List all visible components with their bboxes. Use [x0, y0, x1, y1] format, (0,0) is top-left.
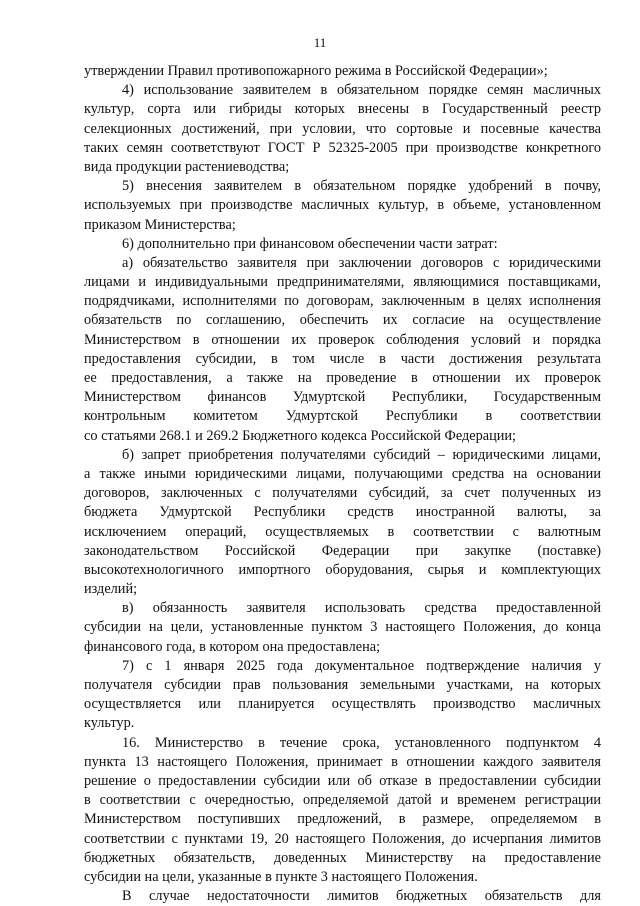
text-line: получателя субсидии прав пользования земельными участками, на которых: [84, 677, 601, 693]
text-line: Министерством в отношении их проверок соблюдения условий и порядка: [84, 331, 601, 348]
text-line: В случае недостаточности лимитов бюджетных обязательств для: [122, 888, 601, 905]
text-line: законодательством Российской Федерации при закупке (поставке): [84, 542, 601, 559]
text-line: б) запрет приобретения получателями субсидий – юридическими лицами,: [122, 446, 601, 463]
text-line: а также иными юридическими лицами, получающими средства на основании: [84, 465, 601, 482]
text-line: культур.: [84, 715, 135, 732]
text-line: исключением операций, осуществляемых в соответствии с валютным: [84, 523, 601, 540]
text-line: изделий;: [84, 581, 138, 598]
text-line: утверждении Правил противопожарного режима в Российской Федерации»;: [84, 63, 548, 79]
page-number: 11: [313, 35, 327, 50]
text-line: а) обязательство заявителя при заключении договоров с юридическими: [122, 254, 601, 271]
text-line: договоров, заключенных с получателями субсидий, за счет полученных из: [84, 485, 601, 502]
text-line: соответствии с пунктами 19, 20 настоящего Положения, до исчерпания лимитов: [84, 830, 601, 847]
text-line: пункта 13 настоящего Положения, принимает в отношении каждого заявителя: [84, 753, 601, 770]
text-line: обязательств по соглашению, обеспечить их согласие на осуществление: [84, 312, 601, 329]
text-line: 7) с 1 января 2025 года документальное подтверждение наличия у: [122, 657, 601, 674]
text-line: 16. Министерство в течение срока, установленного подпунктом 4: [122, 734, 601, 751]
text-line: культур, сорта или гибриды которых внесены в Государственный реестр: [84, 101, 601, 118]
text-line: решение о предоставлении субсидии или об отказе в предоставлении субсидии: [84, 772, 601, 789]
text-line: Министерством финансов Удмуртской Республики, Государственным: [84, 389, 601, 406]
text-line: Министерством поступивших предложений, в размере, определяемом в: [84, 811, 601, 828]
text-line: бюджетных обязательств, доведенных Министерству на предоставление: [84, 849, 601, 866]
text-line: финансового года, в котором она предоставлена;: [84, 638, 381, 655]
text-line: подрядчиками, исполнителями по договорам, заключенным в целях исполнения: [84, 293, 601, 310]
text-line: 5) внесения заявителем в обязательном порядке удобрений в почву,: [122, 178, 601, 195]
text-line: в) обязанность заявителя использовать средства предоставленной: [122, 600, 601, 617]
text-line: используемых при производстве масличных культур, в объеме, установленном: [84, 197, 601, 214]
text-line: 4) использование заявителем в обязательном порядке семян масличных: [122, 82, 601, 99]
text-line: бюджета Удмуртской Республики средств иностранной валюты, за: [84, 504, 601, 521]
text-line: в соответствии с очередностью, определяемой датой и временем регистрации: [84, 792, 601, 809]
text-line: селекционных достижений, при условии, что сортовые и посевные качества: [84, 120, 601, 137]
text-line: вида продукции растениеводства;: [84, 158, 290, 175]
text-line: субсидии на цели, установленные пунктом 3 настоящего Положения, до конца: [84, 619, 601, 636]
text-line: 6) дополнительно при финансовом обеспечении части затрат:: [122, 235, 498, 252]
text-line: ее предоставления, а также на проведение в отношении их проверок: [84, 370, 601, 386]
text-line: высокотехнологичного импортного оборудования, сырья и комплектующих: [84, 561, 601, 578]
text-line: приказом Министерства;: [84, 216, 236, 233]
document-body: [84, 62, 601, 906]
text-line: таких семян соответствуют ГОСТ Р 52325-2005 при производстве конкретного: [84, 139, 601, 156]
text-line: со статьями 268.1 и 269.2 Бюджетного кодекса Российской Федерации;: [84, 427, 517, 444]
text-line: субсидии на цели, указанные в пункте 3 настоящего Положения.: [84, 868, 478, 885]
text-line: осуществляется или планируется осуществлять производство масличных: [84, 696, 601, 713]
text-line: контрольным комитетом Удмуртской Республики в соответствии: [84, 408, 601, 425]
text-line: предоставления субсидии, в том числе в части достижения результата: [84, 350, 601, 367]
text-line: лицами и индивидуальными предпринимателями, являющимися поставщиками,: [84, 274, 601, 291]
